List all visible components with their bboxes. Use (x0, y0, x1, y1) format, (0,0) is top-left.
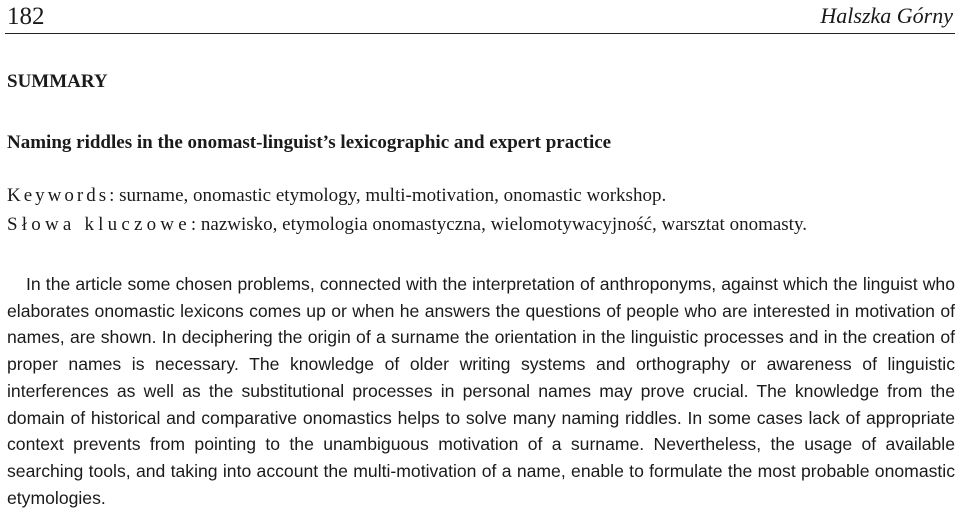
abstract-paragraph: In the article some chosen problems, connected with the interpretation of anthroponyms, against which the linguist who elaborates onomastic lexicons comes up or when he answers the questions of people who are interested in motivation of names, are shown. In deciphering the origin of a surname the orientation in the linguistic processes and in the creation of proper names is necessary. The knowledge of older writing systems and orthography or awareness of linguistic interferences as well as the substitutional processes in personal names may prove crucial. The knowledge from the domain of historical and comparative onomastics helps to solve many naming riddles. In some cases lack of appropriate context prevents from pointing to the unambiguous motivation of a surname. Nevertheless, the usage of available searching tools, and taking into account the multi-motivation of a name, enable to formulate the most probable onomastic etymologies. (7, 274, 955, 508)
keywords-label: Keywords (7, 185, 110, 206)
page-number: 182 (7, 3, 45, 30)
keywords-separator-polish: : (190, 214, 201, 235)
keywords-separator: : (109, 185, 120, 206)
keywords-label-polish: Słowa kluczowe (7, 214, 191, 235)
running-header (5, 0, 955, 34)
running-author: Halszka Górny (820, 3, 953, 28)
keywords-text: surname, onomastic etymology, multi-motivation, onomastic workshop. (119, 185, 667, 206)
keywords-polish (7, 212, 807, 238)
keywords-text-polish: nazwisko, etymologia onomastyczna, wielomotywacyjność, warsztat onomasty. (200, 214, 807, 235)
article-title: Naming riddles in the onomast-linguist’s lexicographic and expert practice (7, 132, 612, 153)
summary-heading: SUMMARY (7, 71, 108, 92)
keywords-english (7, 183, 666, 209)
